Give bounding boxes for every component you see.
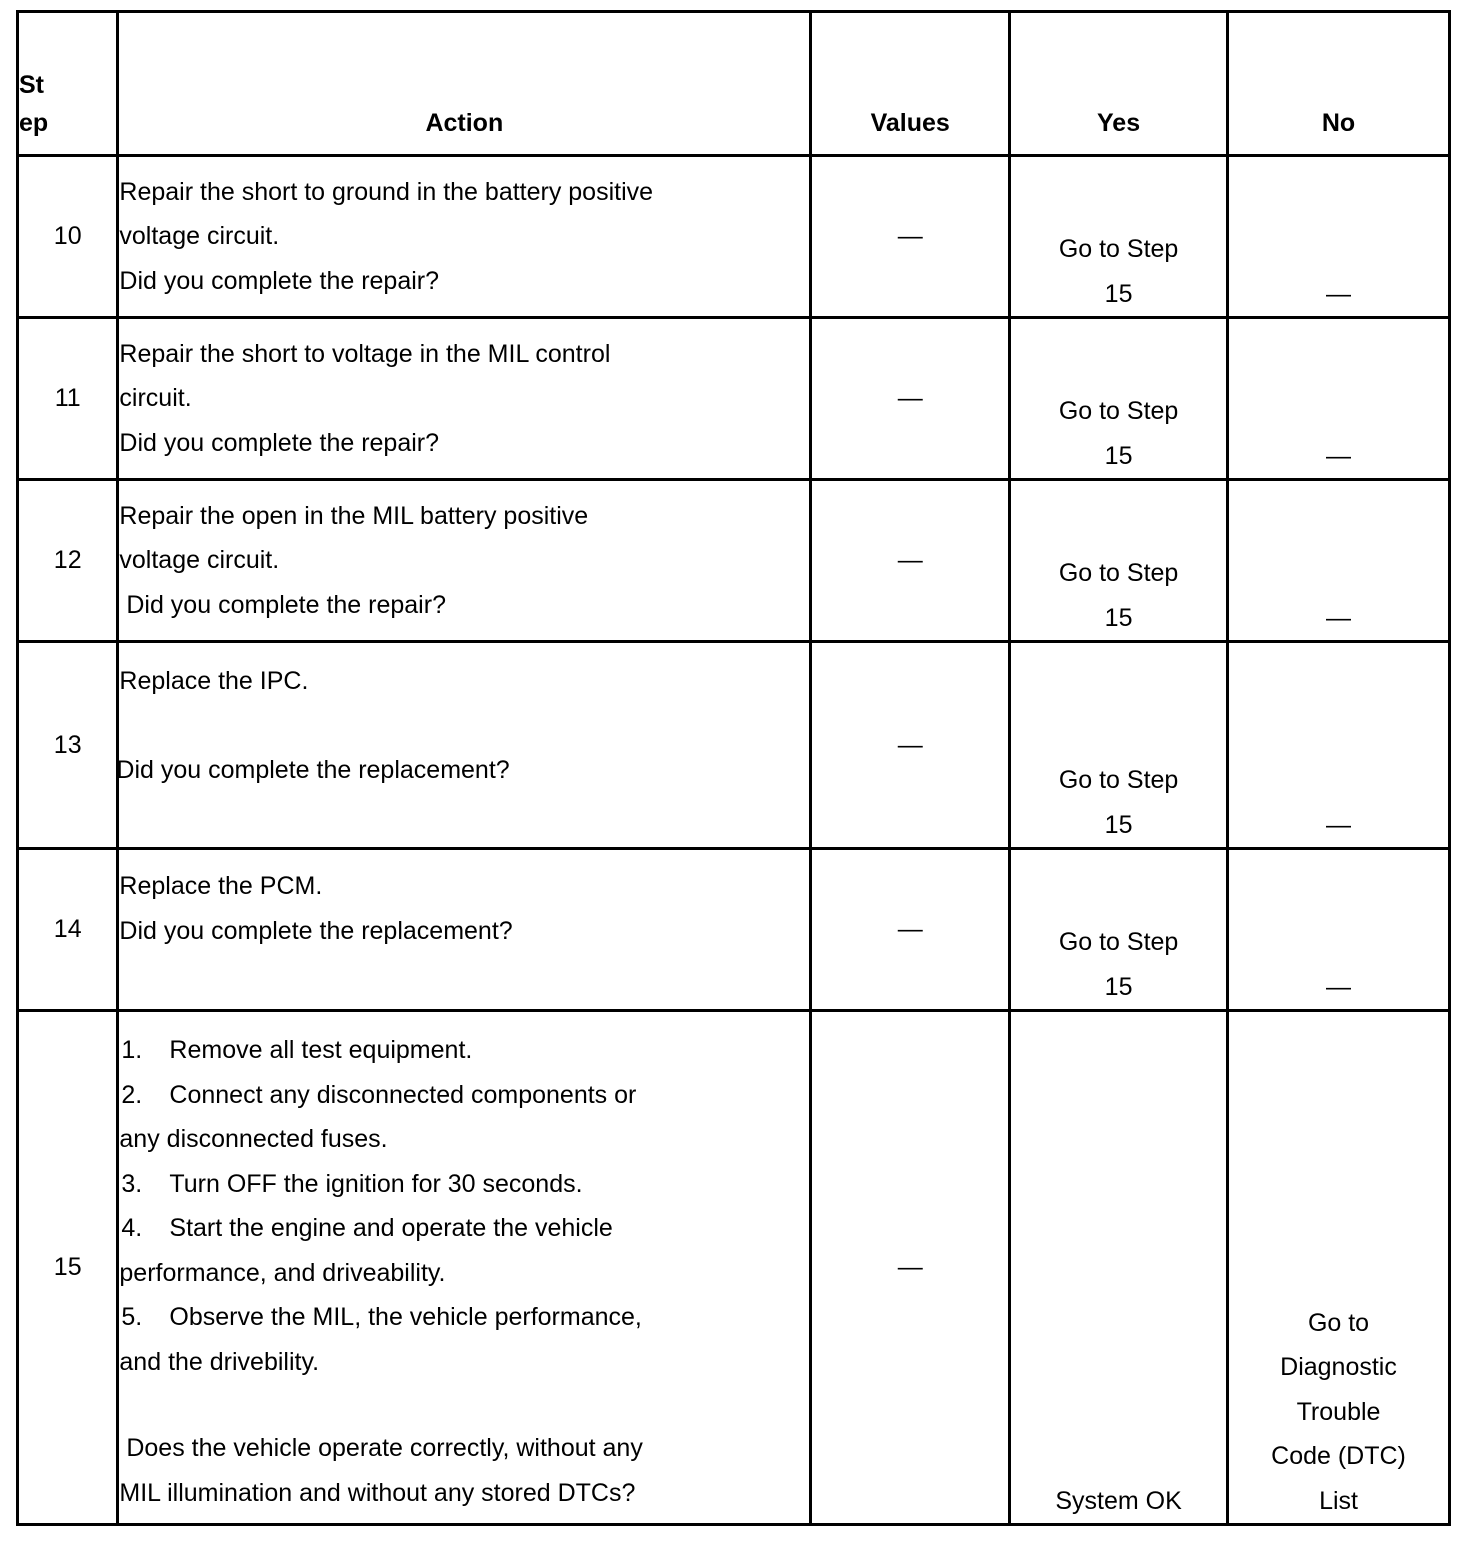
values-cell: — (811, 156, 1010, 318)
list-item (119, 1073, 809, 1118)
action-line: Did you complete the repair? (119, 266, 440, 295)
table-row (18, 318, 1450, 480)
action-cell (118, 642, 811, 849)
yes-line: 15 (1104, 810, 1133, 839)
list-item (119, 1206, 809, 1251)
action-line: Did you complete the replacement? (119, 916, 513, 945)
no-cell: — (1228, 849, 1450, 1011)
header-step-line2: ep (19, 109, 49, 137)
no-cell: — (1228, 156, 1450, 318)
list-number: 2. (121, 1080, 143, 1109)
list-item (119, 1117, 809, 1162)
action-line: Replace the IPC. (119, 667, 309, 695)
list-number: 5. (121, 1303, 143, 1331)
yes-line: 15 (1104, 972, 1133, 1001)
step-number: 12 (18, 480, 118, 642)
list-number: 4. (121, 1214, 143, 1242)
action-line: Did you complete the repair? (119, 428, 440, 457)
yes-line: Go to Step (1058, 766, 1179, 794)
action-line: voltage circuit. (119, 546, 280, 575)
list-item (119, 1340, 809, 1385)
list-item (119, 1251, 809, 1296)
yes-cell (1010, 642, 1228, 849)
list-text: performance, and driveability. (119, 1258, 446, 1287)
list-item (119, 1028, 809, 1073)
table-row (18, 480, 1450, 642)
yes-cell (1010, 849, 1228, 1011)
yes-cell (1010, 480, 1228, 642)
header-no: No (1228, 12, 1450, 156)
step-number: 10 (18, 156, 118, 318)
table-row (18, 849, 1450, 1011)
yes-line: 15 (1104, 279, 1133, 308)
yes-cell: System OK (1010, 1011, 1228, 1525)
yes-line: Go to Step (1058, 559, 1179, 587)
values-cell: — (811, 849, 1010, 1011)
header-step-line1: St (19, 71, 44, 99)
step-number: 13 (18, 642, 118, 849)
no-cell (1228, 1011, 1450, 1525)
list-text: any disconnected fuses. (119, 1125, 388, 1153)
yes-line: Go to Step (1058, 235, 1179, 263)
action-cell (118, 318, 811, 480)
list-text: Connect any disconnected components or (169, 1080, 637, 1109)
step-number: 15 (18, 1011, 118, 1525)
action-line: Repair the short to voltage in the MIL control (119, 339, 611, 368)
action-line: Replace the PCM. (119, 872, 323, 900)
list-text: and the drivebility. (119, 1347, 320, 1376)
step-number: 11 (18, 318, 118, 480)
no-line: Diagnostic (1280, 1353, 1397, 1381)
action-cell (118, 480, 811, 642)
values-cell: — (811, 480, 1010, 642)
values-cell: — (811, 1011, 1010, 1525)
no-cell: — (1228, 642, 1450, 849)
list-text: Remove all test equipment. (169, 1036, 473, 1064)
question-line: MIL illumination and without any stored DTCs? (119, 1478, 636, 1507)
table-header-row (18, 12, 1450, 156)
list-text: Start the engine and operate the vehicle (169, 1214, 613, 1242)
no-line: Trouble (1296, 1397, 1381, 1426)
header-action: Action (118, 12, 811, 156)
yes-line: Go to Step (1058, 928, 1179, 956)
values-cell: — (811, 318, 1010, 480)
yes-line: Go to Step (1058, 397, 1179, 425)
yes-line: 15 (1104, 603, 1133, 632)
action-line: Repair the short to ground in the battery positive (119, 177, 654, 206)
no-cell: — (1228, 318, 1450, 480)
table-row (18, 1011, 1450, 1525)
question-line: Does the vehicle operate correctly, without any (119, 1434, 643, 1462)
list-number: 1. (121, 1036, 143, 1064)
header-values: Values (811, 12, 1010, 156)
header-yes: Yes (1010, 12, 1228, 156)
table-row (18, 156, 1450, 318)
yes-cell (1010, 156, 1228, 318)
action-cell (118, 849, 811, 1011)
no-line: Go to (1307, 1308, 1370, 1337)
no-line: Code (DTC) (1271, 1442, 1406, 1470)
action-line: voltage circuit. (119, 222, 280, 251)
yes-line: 15 (1104, 441, 1133, 470)
step-number: 14 (18, 849, 118, 1011)
action-line: Did you complete the replacement? (116, 755, 510, 784)
list-text: Turn OFF the ignition for 30 seconds. (169, 1169, 583, 1198)
no-line: List (1319, 1486, 1358, 1515)
action-line: Repair the open in the MIL battery positive (119, 501, 589, 530)
list-text: Observe the MIL, the vehicle performance, (169, 1303, 642, 1331)
yes-cell (1010, 318, 1228, 480)
action-cell (118, 156, 811, 318)
action-cell (118, 1011, 811, 1525)
list-number: 3. (121, 1169, 143, 1198)
action-line: circuit. (119, 384, 192, 413)
table-row (18, 642, 1450, 849)
list-item (119, 1162, 809, 1207)
list-item (119, 1295, 809, 1340)
action-gap (119, 1384, 809, 1426)
diagnostic-table (16, 10, 1451, 1526)
no-cell: — (1228, 480, 1450, 642)
values-cell: — (811, 642, 1010, 849)
action-line: Did you complete the repair? (119, 590, 446, 619)
header-step (18, 12, 118, 156)
action-gap (119, 704, 809, 748)
